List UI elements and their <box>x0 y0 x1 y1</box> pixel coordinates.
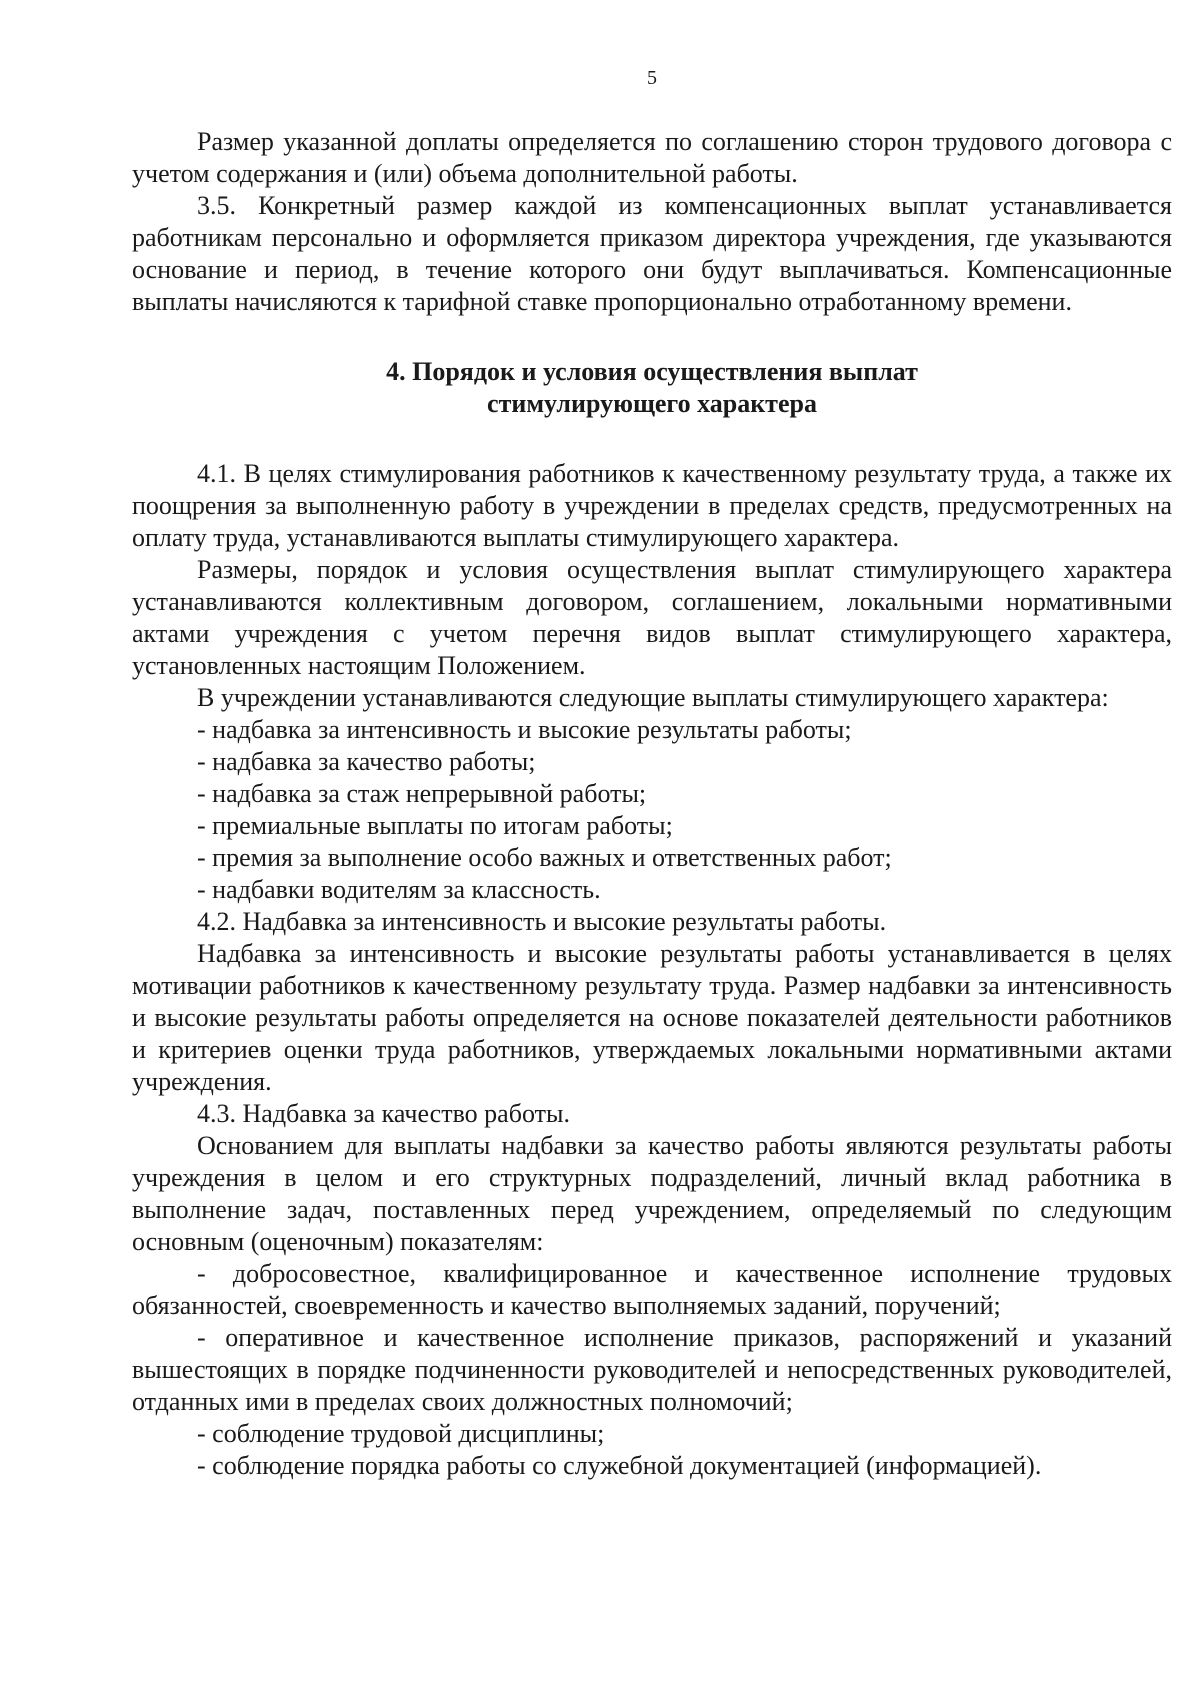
paragraph-following-payments: В учреждении устанавливаются следующие выплаты стимулирующего характера: <box>197 683 1109 712</box>
section-4-heading-line2: стимулирующего характера <box>487 389 817 418</box>
list-item: - надбавка за стаж непрерывной работы; <box>197 779 647 808</box>
paragraph-sizes-order: Размеры, порядок и условия осуществления выплат стимулирующего характера устанавливаются коллективным договором, соглашением, локальными нормативными актами учреждения с учетом перечня видов выплат стимулирующего характера, установленных настоящим Положением. <box>132 555 1172 680</box>
list-item: - надбавка за интенсивность и высокие результаты работы; <box>197 715 852 744</box>
paragraph-4-1: 4.1. В целях стимулирования работников к качественному результату труда, а также их поощрения за выполненную работу в учреждении в пределах средств, предусмотренных на оплату труда, устанавливаются выплаты стимулирующего характера. <box>132 459 1172 552</box>
section-4-heading-line1: 4. Порядок и условия осуществления выплат <box>386 357 918 386</box>
list-item: - премия за выполнение особо важных и ответственных работ; <box>197 843 892 872</box>
page-content <box>132 66 1172 1482</box>
list-item: - оперативное и качественное исполнение приказов, распоряжений и указаний вышестоящих в порядке подчиненности руководителей и непосредственных руководителей, отданных ими в пределах своих должностных полномочий; <box>132 1323 1172 1416</box>
paragraph-quality-bonus-basis: Основанием для выплаты надбавки за качество работы являются результаты работы учреждения в целом и его структурных подразделений, личный вклад работника в выполнение задач, поставленных перед учреждением, определяемый по следующим основным (оценочным) показателям: <box>132 1131 1172 1256</box>
list-item: - надбавка за качество работы; <box>197 747 536 776</box>
section-4-heading <box>132 356 1172 420</box>
list-item: - надбавки водителям за классность. <box>197 875 601 904</box>
list-item: - соблюдение трудовой дисциплины; <box>197 1419 605 1448</box>
list-item: - соблюдение порядка работы со служебной документацией (информацией). <box>197 1451 1042 1480</box>
paragraph-4-2: 4.2. Надбавка за интенсивность и высокие результаты работы. <box>197 907 887 936</box>
paragraph-intensity-bonus: Надбавка за интенсивность и высокие результаты работы устанавливается в целях мотивации работников к качественному результату труда. Размер надбавки за интенсивность и высокие результаты работы определяется на основе показателей деятельности работников и критериев оценки труда работников, утверждаемых локальными нормативными актами учреждения. <box>132 939 1172 1096</box>
list-item: - премиальные выплаты по итогам работы; <box>197 811 673 840</box>
list-item: - добросовестное, квалифицированное и качественное исполнение трудовых обязанностей, своевременность и качество выполняемых заданий, поручений; <box>132 1259 1172 1320</box>
paragraph-additional-pay-size: Размер указанной доплаты определяется по соглашению сторон трудового договора с учетом содержания и (или) объема дополнительной работы. <box>132 127 1172 188</box>
paragraph-4-3: 4.3. Надбавка за качество работы. <box>197 1099 570 1128</box>
paragraph-3-5: 3.5. Конкретный размер каждой из компенсационных выплат устанавливается работникам персонально и оформляется приказом директора учреждения, где указываются основание и период, в течение которого они будут выплачиваться. Компенсационные выплаты начисляются к тарифной ставке пропорционально отработанному времени. <box>132 191 1172 316</box>
page-number: 5 <box>647 67 657 89</box>
